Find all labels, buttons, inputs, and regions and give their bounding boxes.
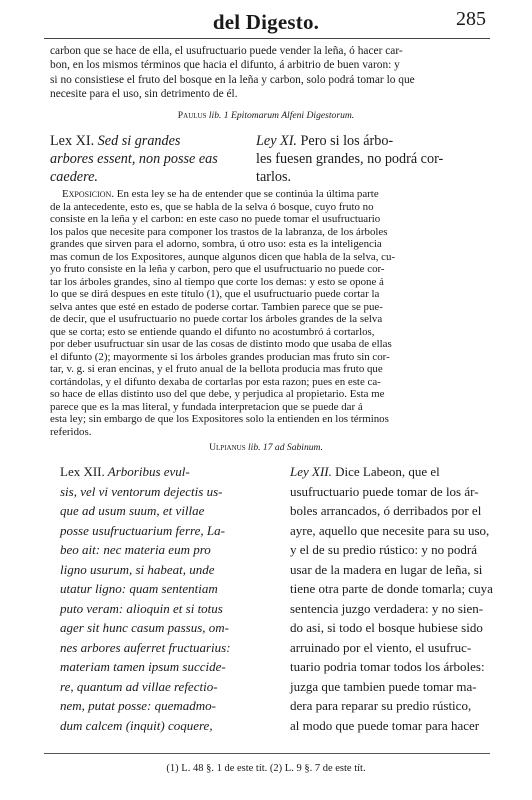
line-text: re, quantum ad villae refectio- bbox=[60, 678, 218, 694]
spanish-line bbox=[290, 521, 490, 541]
exposicion-line: lo que se dirá despues en este título (1), que el usufructuario puede cortar la bbox=[50, 288, 380, 300]
latin-line bbox=[60, 462, 264, 482]
line-text: puto veram: alioquin et si totus bbox=[60, 600, 223, 616]
line-text: tarlos. bbox=[256, 169, 292, 185]
lex-number: Ley XII. bbox=[290, 464, 332, 479]
page-number: 285 bbox=[456, 8, 486, 30]
line-text: al modo que puede tomar para hacer bbox=[290, 717, 480, 733]
exposicion-line bbox=[50, 188, 486, 201]
exposicion-line: referidos. bbox=[50, 425, 92, 438]
latin-line bbox=[50, 168, 262, 186]
spanish-line bbox=[290, 618, 490, 638]
latin-line bbox=[60, 599, 264, 619]
exposicion-line: grandes que sirven para el adorno, sombra, ú otro uso: esta es la inteligencia bbox=[50, 238, 382, 250]
paragraph-line: necesite para el uso, sin detrimento de él. bbox=[50, 87, 238, 100]
lex-xii-spanish bbox=[290, 462, 493, 735]
latin-line bbox=[60, 677, 264, 697]
line-text: do asi, si todo el bosque hubiese sido bbox=[290, 620, 483, 635]
exposicion-line: mas comun de los Expositores, aunque algunos dicen que habla de la selva, cu- bbox=[50, 250, 396, 263]
latin-line bbox=[60, 501, 264, 521]
line-text: tuario podria tomar todos los árboles: bbox=[290, 659, 485, 674]
continuation-paragraph bbox=[50, 44, 486, 101]
citation-author: Ulpianus bbox=[209, 442, 246, 453]
exposicion-line: que se corta; esto se entiende quando el difunto no acostumbró á cortarlos, bbox=[50, 325, 375, 338]
line-text: ligno usurum, si habeat, unde bbox=[60, 561, 215, 577]
line-text: tiene otra parte de donde tomarla; cuya bbox=[290, 581, 493, 596]
line-text: dera para reparar su predio rústico, bbox=[290, 698, 472, 713]
spanish-line bbox=[290, 716, 490, 736]
latin-line bbox=[60, 560, 264, 580]
spanish-line bbox=[290, 540, 490, 560]
exposicion-line: selva antes que esté en estado de poderse cortar. Tambien parece que se pue- bbox=[50, 300, 383, 313]
line-text: materiam tamen ipsum succide- bbox=[60, 659, 226, 674]
lex-xii-latin bbox=[60, 462, 264, 735]
latin-line bbox=[60, 540, 264, 560]
lex-number: Lex XI. bbox=[50, 133, 95, 149]
page-header bbox=[0, 8, 532, 38]
lex-xi-latin bbox=[50, 132, 262, 186]
exposicion-line: tar los árboles grandes, sino al tiempo que corte los demas: y esto se opone á bbox=[50, 275, 384, 288]
running-title: del Digesto. bbox=[212, 10, 320, 34]
latin-line bbox=[60, 696, 264, 716]
line-text: Sed si grandes bbox=[94, 133, 181, 149]
spanish-line bbox=[290, 677, 490, 697]
line-text: Arboribus evul- bbox=[104, 464, 190, 479]
spanish-line bbox=[290, 501, 490, 521]
line-text: Pero si los árbo- bbox=[296, 133, 394, 149]
exposicion-line: consiste en la leña y el carbon: en este caso no puede tomar el usufructuario bbox=[50, 213, 381, 225]
footnotes: (1) L. 48 §. 1 de este tít. (2) L. 9 §. 7 de este tít. bbox=[166, 763, 366, 774]
exposicion-line: tar, v. g. si eran encinas, y el fruto anual de la bellota producia mas fruto que bbox=[50, 363, 383, 375]
exposicion-line: los palos que necesite para componer los trastos de la labranza, de los árboles bbox=[50, 225, 388, 238]
exposicion-paragraph bbox=[50, 188, 486, 438]
latin-line bbox=[60, 716, 264, 736]
lex-xi-spanish bbox=[256, 132, 486, 186]
latin-line bbox=[60, 638, 264, 658]
spanish-line bbox=[290, 579, 493, 599]
line-text: caedere. bbox=[50, 169, 98, 185]
line-text: les fuesen grandes, no podrá cor- bbox=[256, 151, 444, 167]
spanish-line bbox=[256, 150, 486, 168]
spanish-line bbox=[290, 638, 490, 658]
spanish-line bbox=[290, 560, 490, 580]
exposicion-line: de decir, que el usufructuario no puede cortar los árboles grandes de la selva bbox=[50, 313, 383, 325]
paragraph-line: carbon que se hace de ella, el usufructuario puede vender la leña, ó hacer car- bbox=[50, 45, 403, 57]
spanish-line bbox=[256, 132, 486, 150]
line-text: sis, vel vi ventorum dejectis us- bbox=[60, 483, 223, 499]
line-text: Dice Labeon, que el bbox=[331, 464, 440, 479]
spanish-line bbox=[290, 462, 490, 482]
line-text: dum calcem (inquit) coquere, bbox=[60, 717, 213, 733]
latin-line bbox=[60, 521, 264, 541]
spanish-line bbox=[256, 168, 486, 186]
line-text: usar de la madera en lugar de leña, si bbox=[290, 561, 483, 577]
citation-ulpianus bbox=[0, 442, 532, 453]
spanish-line bbox=[290, 696, 490, 716]
spanish-line bbox=[290, 482, 490, 502]
line-text: ager sit hunc casum passus, om- bbox=[60, 620, 229, 635]
line-text: posse usufructuarium ferre, La- bbox=[60, 522, 225, 538]
exposicion-line: so hace de ellas distinto uso del que debe, y perjudica al propietario. Esta me bbox=[50, 388, 385, 400]
line-text: arbores essent, non posse eas bbox=[50, 151, 218, 167]
line-text: nes arbores auferret fructuarius: bbox=[60, 639, 231, 655]
line-text: usufructuario puede tomar de los ár- bbox=[290, 483, 479, 499]
exposicion-line: cortándolas, y el difunto dexaba de cortarlas por esta razon; pues en este ca- bbox=[50, 375, 381, 388]
paragraph-line: si no consistiese el fruto del bosque en la leña y carbon, solo podrá tomar lo que bbox=[50, 73, 415, 86]
header-rule bbox=[44, 38, 490, 39]
latin-line bbox=[60, 657, 264, 677]
citation-work: lib. 1 Epitomarum Alfeni Digestorum. bbox=[208, 110, 355, 121]
latin-line bbox=[60, 579, 264, 599]
citation-author: Paulus bbox=[177, 110, 207, 121]
latin-line bbox=[50, 132, 262, 150]
exposicion-heading: Exposicion. bbox=[62, 188, 115, 200]
line-text: nem, putat posse: quemadmo- bbox=[60, 698, 216, 713]
exposicion-line: esta ley; sin embargo de que los Expositores solo la entienden en los términos bbox=[50, 413, 389, 425]
line-text: utatur ligno: quam sententiam bbox=[60, 581, 218, 596]
footnote-rule bbox=[44, 753, 490, 754]
line-text: boles arrancados, ó derribados por el bbox=[290, 503, 482, 518]
exposicion-line: por deber usufructuar sin usar de las cosas de distinto modo que usaba de ellas bbox=[50, 338, 392, 350]
spanish-line bbox=[290, 599, 490, 619]
line-text: que ad usum suum, et villae bbox=[60, 503, 205, 518]
line-text: ayre, aquello que necesite para su uso, bbox=[290, 522, 490, 538]
line-text: sentencia juzgo verdadera: y no sien- bbox=[290, 600, 484, 616]
exposicion-line-text: En esta ley se ha de entender que se continúa la última parte bbox=[114, 188, 379, 200]
line-text: y el de su predio rústico: y no podrá bbox=[290, 542, 478, 557]
citation-work: lib. 17 ad Sabinum. bbox=[248, 442, 323, 453]
exposicion-line: de la antecedente, esto es, que se habla de la selva ó bosque, cuyo fruto no bbox=[50, 200, 374, 213]
latin-line bbox=[60, 618, 264, 638]
line-text: arruinado por el viento, el usufruc- bbox=[290, 639, 472, 655]
lex-number: Ley XI. bbox=[256, 133, 297, 149]
citation-paulus bbox=[0, 110, 532, 121]
latin-line bbox=[50, 150, 262, 168]
exposicion-line: parece que es la mas literal, y fundada interpretacion que se puede dar á bbox=[50, 400, 363, 413]
latin-line bbox=[60, 482, 264, 502]
line-text: beo ait: nec materia eum pro bbox=[60, 542, 211, 557]
paragraph-line: bon, en los mismos términos que hacia el difunto, á arbitrio de buen varon: y bbox=[50, 59, 400, 72]
exposicion-line: yo fruto consiste en la leña y carbon, pero que el usufructuario no puede cor- bbox=[50, 263, 385, 275]
spanish-line bbox=[290, 657, 490, 677]
line-text: juzga que tambien puede tomar ma- bbox=[290, 678, 477, 694]
exposicion-line: el difunto (2); mayormente si los árboles grandes producian mas fruto sin cor- bbox=[50, 350, 390, 363]
lex-number: Lex XII. bbox=[60, 464, 105, 479]
